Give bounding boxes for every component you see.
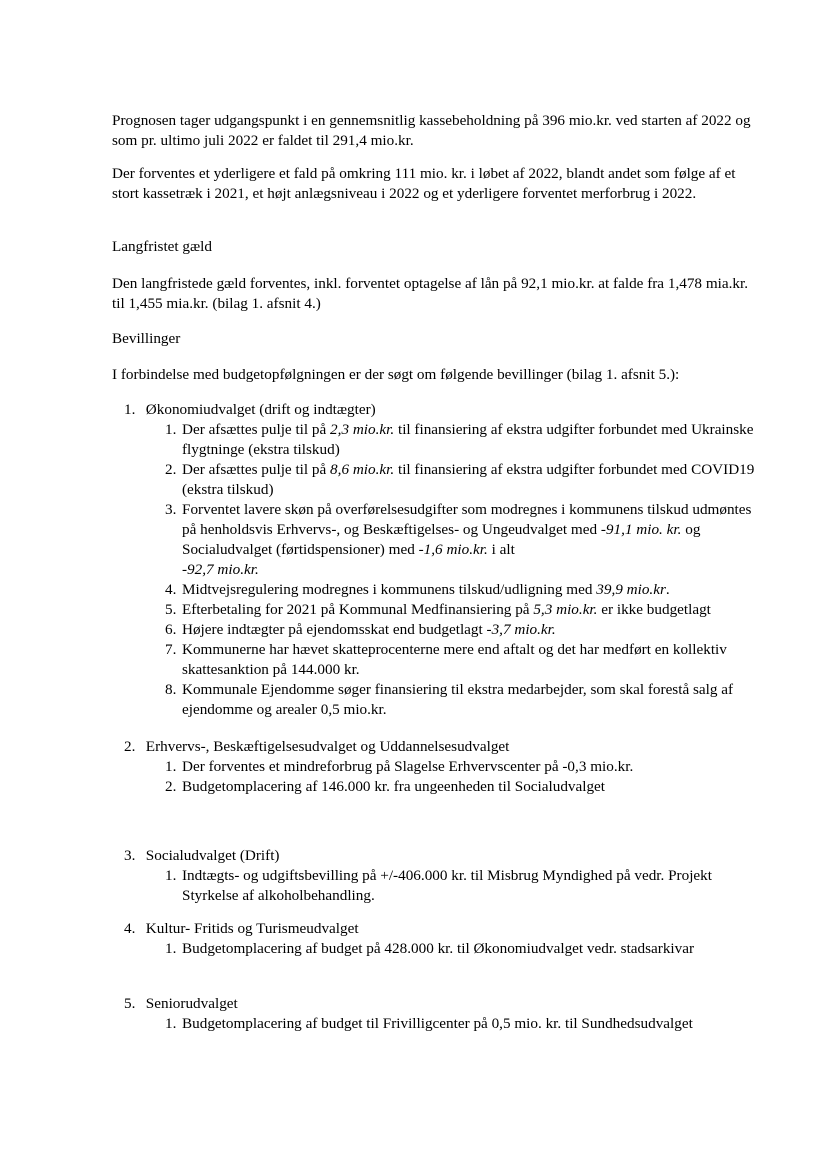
heading-langfristet-gaeld: Langfristet gæld xyxy=(112,238,212,255)
list-item: 1. Budgetomplacering af budget til Frivilligcenter på 0,5 mio. kr. til Sundhedsudvalget xyxy=(165,1015,693,1032)
list-item: 2. Der afsættes pulje til på 8,6 mio.kr. til finansiering af ekstra udgifter forbundet med COVID19 (ekstra tilskud) xyxy=(165,461,755,498)
list-item: 1. Der forventes et mindreforbrug på Slagelse Erhvervscenter på -0,3 mio.kr. xyxy=(165,758,634,775)
list-item: 8. Kommunale Ejendomme søger finansiering til ekstra medarbejder, som skal forestå salg af ejendomme og arealer 0,5 mio.kr. xyxy=(165,681,734,718)
section-title: 5. Seniorudvalget xyxy=(124,995,238,1012)
paragraph-bevillinger-intro: I forbindelse med budgetopfølgningen er der søgt om følgende bevillinger (bilag 1. afsnit 5.): xyxy=(112,366,680,383)
section-okonomiudvalget xyxy=(124,400,764,720)
list-item: 1. Der afsættes pulje til på 2,3 mio.kr. til finansiering af ekstra udgifter forbundet med Ukrainske flygtninge (ekstra tilskud) xyxy=(165,421,754,458)
section-socialudvalget xyxy=(124,846,764,906)
heading-bevillinger: Bevillinger xyxy=(112,330,181,347)
list-item: 2. Budgetomplacering af 146.000 kr. fra ungeenheden til Socialudvalget xyxy=(165,778,606,795)
section-title: 1. Økonomiudvalget (drift og indtægter) xyxy=(124,401,376,418)
list-item: 4. Midtvejsregulering modregnes i kommunens tilskud/udligning med 39,9 mio.kr. xyxy=(165,581,670,598)
section-title: 2. Erhvervs-, Beskæftigelsesudvalget og Uddannelsesudvalget xyxy=(124,738,510,755)
list-item: 1. Indtægts- og udgiftsbevilling på +/-406.000 kr. til Misbrug Myndighed på vedr. Projekt Styrkelse af alkoholbehandling. xyxy=(165,867,712,904)
section-title: 3. Socialudvalget (Drift) xyxy=(124,847,280,864)
paragraph-kassebeholdning: Prognosen tager udgangspunkt i en gennemsnitlig kassebeholdning på 396 mio.kr. ved starten af 2022 og som pr. ultimo juli 2022 er faldet til 291,4 mio.kr. xyxy=(112,112,751,149)
list-item: 6. Højere indtægter på ejendomsskat end budgetlagt -3,7 mio.kr. xyxy=(165,621,556,638)
list-item: 1. Budgetomplacering af budget på 428.000 kr. til Økonomiudvalget vedr. stadsarkivar xyxy=(165,940,695,957)
paragraph-fald: Der forventes et yderligere et fald på omkring 111 mio. kr. i løbet af 2022, blandt andet som følge af et stort kassetræk i 2021, et højt anlægsniveau i 2022 og et yderligere forventet merforbrug i 2022. xyxy=(112,165,736,202)
paragraph-langfristet-gaeld: Den langfristede gæld forventes, inkl. forventet optagelse af lån på 92,1 mio.kr. at falde fra 1,478 mia.kr. til 1,455 mia.kr. (bilag 1. afsnit 4.) xyxy=(112,275,748,312)
section-erhvervs-beskaeftigelse xyxy=(124,737,764,797)
list-item: 5. Efterbetaling for 2021 på Kommunal Medfinansiering på 5,3 mio.kr. er ikke budgetlagt xyxy=(165,601,711,618)
list-item: 7. Kommunerne har hævet skatteprocenterne mere end aftalt og det har medført en kollektiv skattesanktion på 144.000 kr. xyxy=(165,641,727,678)
section-title: 4. Kultur- Fritids og Turismeudvalget xyxy=(124,920,359,937)
section-kultur-fritid xyxy=(124,919,764,959)
list-item: 3. Forventet lavere skøn på overførelsesudgifter som modregnes i kommunens tilskud udmøntes på henholdsvis Erhvervs-, og Beskæftigelses- og Ungeudvalget med -91,1 mio. kr. og Socialudvalget (førtidspensioner) med -1,6 mio.kr. i alt -92,7 mio.kr. xyxy=(165,501,752,578)
section-seniorudvalget xyxy=(124,994,764,1034)
